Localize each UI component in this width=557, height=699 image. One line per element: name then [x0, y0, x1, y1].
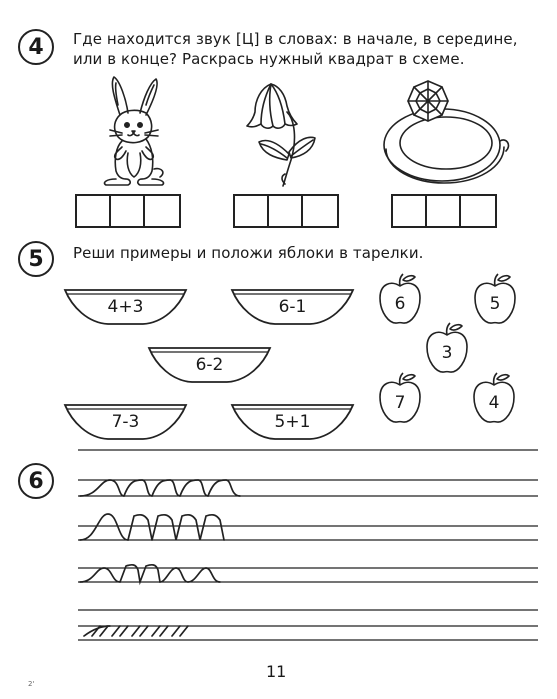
bowl-expression: 6-2 [195, 355, 224, 375]
sound-scheme-rabbit [75, 194, 181, 228]
task-number-label: 5 [28, 246, 44, 272]
task-number-6 [18, 463, 54, 499]
scheme-square-start[interactable] [235, 196, 269, 226]
bowl-expression: 5+1 [274, 412, 311, 432]
bowl-5[interactable] [230, 402, 355, 442]
bowl-expression: 7-3 [111, 412, 140, 432]
bowl-2[interactable] [230, 287, 355, 327]
bowl-3[interactable] [147, 345, 272, 385]
scheme-square-end[interactable] [303, 196, 337, 226]
scheme-square-middle[interactable] [269, 196, 303, 226]
apple-3[interactable] [424, 321, 470, 375]
apple-2[interactable] [472, 272, 518, 326]
apple-number: 5 [489, 294, 501, 314]
task5-instruction: Реши примеры и положи яблоки в тарелки. [73, 244, 424, 262]
scheme-square-middle[interactable] [111, 196, 145, 226]
scheme-square-end[interactable] [461, 196, 495, 226]
rabbit-picture [92, 75, 182, 187]
task4-instruction-line2: или в конце? Раскрась нужный квадрат в схеме. [73, 50, 465, 68]
bowl-4[interactable] [63, 402, 188, 442]
task-number-5 [18, 241, 54, 277]
ring-picture [378, 77, 516, 187]
bowl-expression: 4+3 [107, 297, 144, 317]
apple-number: 7 [394, 393, 406, 413]
task-number-label: 4 [28, 34, 44, 60]
task4-instruction-line1: Где находится звук [Ц] в словах: в начале, в середине, [73, 30, 518, 48]
apple-5[interactable] [471, 371, 517, 425]
apple-4[interactable] [377, 371, 423, 425]
corner-mark: 2' [28, 680, 35, 688]
apple-1[interactable] [377, 272, 423, 326]
apple-number: 6 [394, 294, 406, 314]
apple-number: 4 [488, 393, 500, 413]
scheme-square-middle[interactable] [427, 196, 461, 226]
bowl-expression: 6-1 [278, 297, 307, 317]
task-number-label: 6 [28, 468, 44, 494]
page-number: 11 [266, 662, 287, 681]
apple-number: 3 [441, 343, 453, 363]
handwriting-patterns [80, 480, 240, 636]
handwriting-lines [70, 440, 540, 650]
flower-picture [243, 80, 318, 188]
scheme-square-start[interactable] [393, 196, 427, 226]
sound-scheme-flower [233, 194, 339, 228]
sound-scheme-ring [391, 194, 497, 228]
bowl-1[interactable] [63, 287, 188, 327]
task-number-4 [18, 29, 54, 65]
scheme-square-start[interactable] [77, 196, 111, 226]
scheme-square-end[interactable] [145, 196, 179, 226]
